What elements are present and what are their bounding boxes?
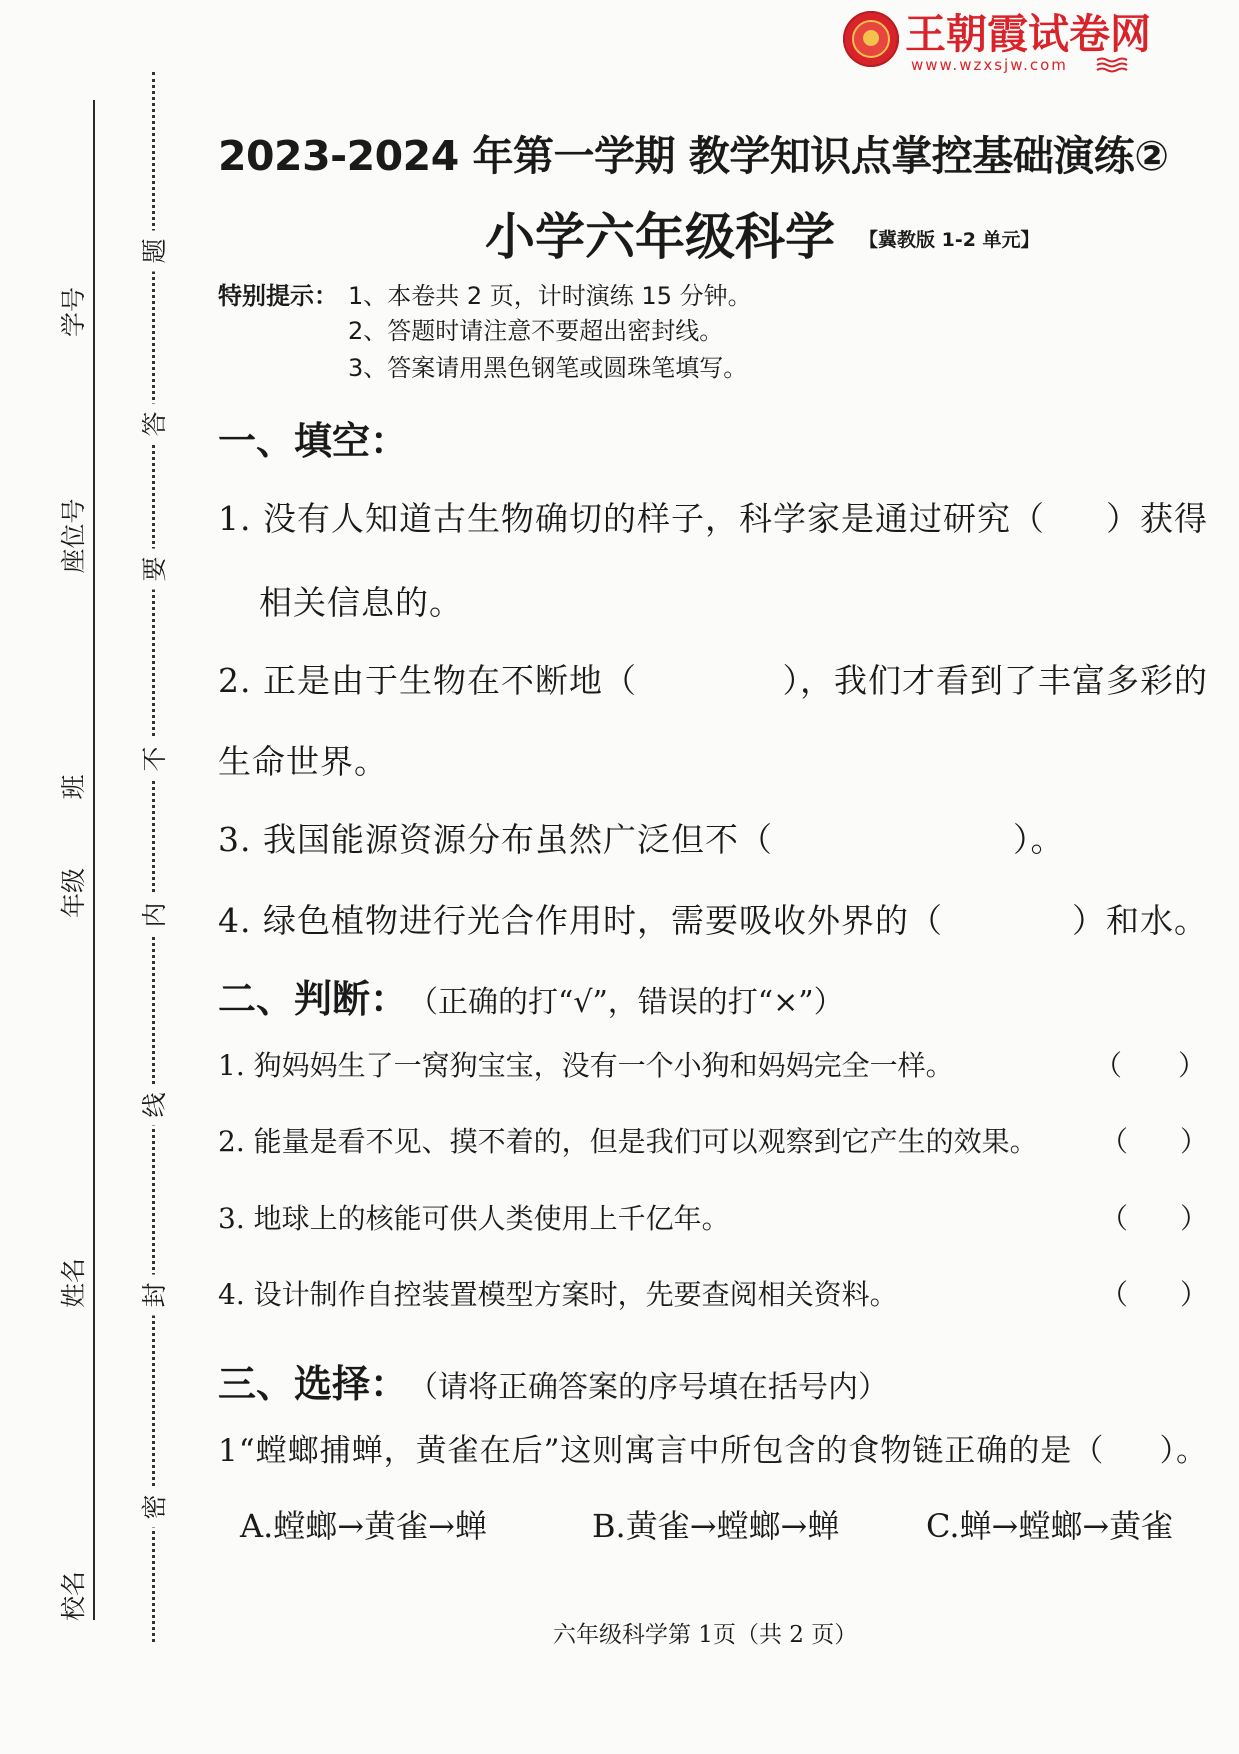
notice-item: 2、答题时请注意不要超出密封线。 — [348, 317, 724, 345]
wave-decoration-icon — [1095, 57, 1135, 73]
section-instruction: （请将正确答案的序号填在括号内） — [408, 1370, 889, 1405]
bracket-close: ） — [1179, 1125, 1208, 1158]
bracket-open: （ — [1100, 1202, 1129, 1235]
question-text: 2. 正是由于生物在不断地（ — [218, 661, 637, 700]
question-text-end: ）获得 — [1106, 499, 1208, 538]
seal-char: 内 — [137, 894, 173, 935]
question-text-end: ）。 — [1012, 820, 1065, 859]
question-text: 3. 我国能源资源分布虽然广泛但不（ — [218, 820, 773, 859]
judge-item: 1. 狗妈妈生了一窝狗宝宝，没有一个小狗和妈妈完全一样。 — [218, 1049, 954, 1082]
choice-question — [218, 1432, 1208, 1470]
question-continuation: 相关信息的。 — [259, 583, 463, 622]
seal-char: 密 — [137, 1486, 173, 1527]
edition-tag: 【冀教版 1-2 单元】 — [859, 229, 1040, 251]
bracket-close: ） — [1177, 1049, 1206, 1082]
page-footer: 六年级科学第 1页（共 2 页） — [553, 1622, 858, 1648]
notice-item: 1、本卷共 2 页，计时演练 15 分钟。 — [348, 282, 752, 310]
seal-char: 答 — [137, 403, 173, 444]
section-heading — [218, 1361, 888, 1411]
brand-name: 王朝霞试卷网 — [905, 10, 1151, 58]
section-heading — [218, 976, 844, 1026]
grade-label: 年级 — [59, 867, 88, 919]
judge-item: 3. 地球上的核能可供人类使用上千亿年。 — [218, 1202, 730, 1235]
section-title: 一、填空： — [218, 419, 409, 463]
school-label: 校名 — [59, 1570, 88, 1622]
choice-option-b: B.黄雀→螳螂→蝉 — [592, 1507, 840, 1545]
brand-logo — [843, 11, 1153, 77]
choice-option-a: A.螳螂→黄雀→蝉 — [240, 1507, 487, 1545]
binding-line — [93, 100, 95, 1620]
notice-item: 3、答案请用黑色钢笔或圆珠笔填写。 — [348, 354, 748, 382]
seal-char: 不 — [137, 738, 173, 779]
seal-char: 封 — [137, 1274, 173, 1315]
seat-no-label: 座位号 — [59, 498, 88, 574]
answer-bracket — [1100, 1125, 1208, 1159]
bracket-open: （ — [1100, 1278, 1129, 1311]
section-heading — [218, 418, 408, 464]
bracket-close: ） — [1179, 1278, 1208, 1311]
brand-url: www.wzxsjw.com — [911, 56, 1068, 74]
fill-question — [218, 499, 1208, 539]
seal-char: 要 — [137, 548, 173, 589]
question-text: 4. 绿色植物进行光合作用时，需要吸收外界的（ — [218, 901, 943, 940]
question-text-end: ）。 — [1159, 1433, 1208, 1469]
section-title: 三、选择： — [218, 1362, 409, 1406]
judge-item: 2. 能量是看不见、摸不着的，但是我们可以观察到它产生的效果。 — [218, 1125, 1038, 1158]
seal-char: 题 — [137, 230, 173, 271]
judge-item: 4. 设计制作自控装置模型方案时，先要查阅相关资料。 — [218, 1278, 898, 1311]
subject-title: 小学六年级科学 — [485, 208, 835, 266]
answer-bracket — [1100, 1202, 1208, 1236]
page-title: 2023-2024 年第一学期 教学知识点掌控基础演练② — [218, 132, 1169, 180]
seal-emblem-icon — [843, 11, 899, 67]
choice-option-c: C.蝉→螳螂→黄雀 — [926, 1507, 1174, 1545]
section-instruction: （正确的打“√”，错误的打“×”） — [408, 985, 844, 1020]
bracket-open: （ — [1094, 1049, 1123, 1082]
name-label: 姓名 — [59, 1257, 88, 1309]
fill-question — [218, 820, 1064, 860]
question-continuation: 生命世界。 — [218, 742, 388, 781]
answer-bracket — [1100, 1278, 1208, 1312]
seal-char: 线 — [137, 1084, 173, 1125]
student-id-label: 学号 — [59, 286, 88, 338]
bracket-open: （ — [1100, 1125, 1129, 1158]
answer-bracket — [1094, 1049, 1206, 1083]
question-text-end: ），我们才看到了丰富多彩的 — [782, 661, 1208, 700]
notice-label: 特别提示： — [218, 282, 338, 310]
question-text: 1“螳螂捕蝉，黄雀在后”这则寓言中所包含的食物链正确的是（ — [218, 1433, 1105, 1469]
fill-question — [218, 661, 1208, 701]
class-label: 班 — [59, 774, 88, 800]
seal-dotted-line — [152, 72, 155, 1642]
question-text: 1. 没有人知道古生物确切的样子，科学家是通过研究（ — [218, 499, 1045, 538]
bracket-close: ） — [1179, 1202, 1208, 1235]
fill-question — [218, 901, 1208, 941]
section-title: 二、判断： — [218, 977, 409, 1021]
question-text-end: ）和水。 — [1072, 901, 1208, 940]
